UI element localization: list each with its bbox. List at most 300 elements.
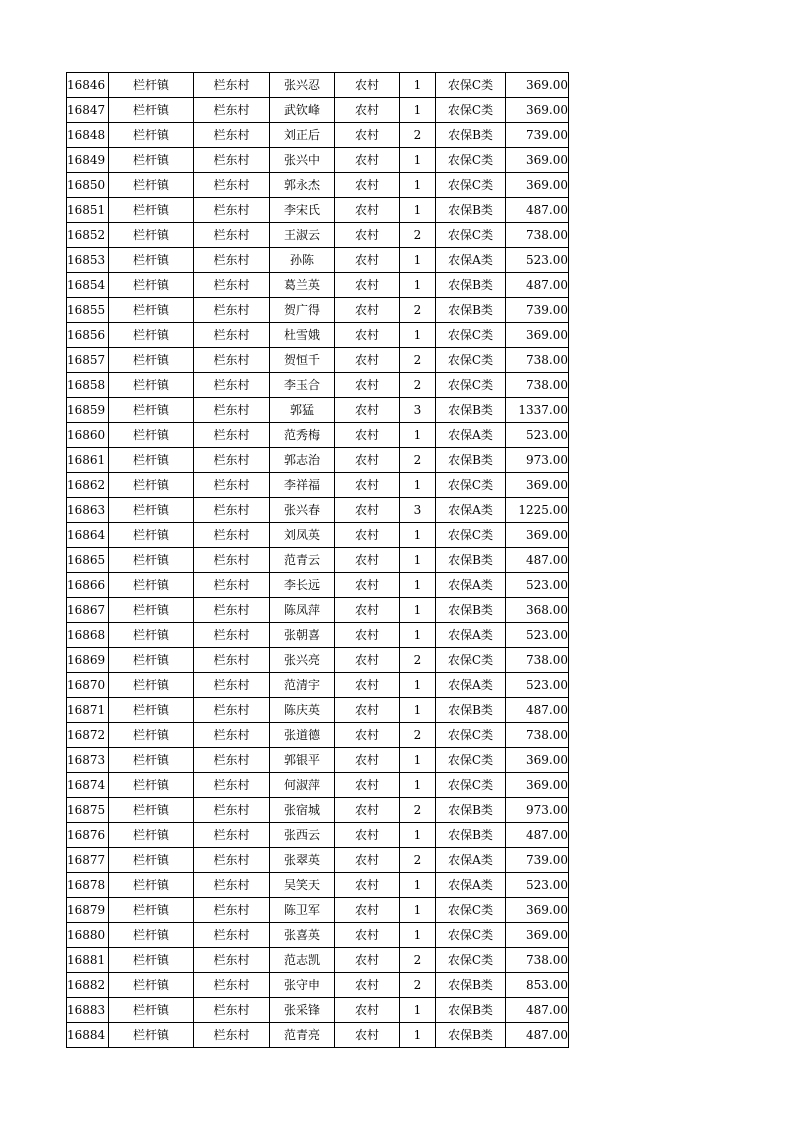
town-cell: 栏杆镇 — [109, 123, 194, 148]
type-cell: 农村 — [335, 748, 400, 773]
type-cell: 农村 — [335, 223, 400, 248]
table-row — [67, 548, 569, 573]
count-cell: 1 — [400, 998, 436, 1023]
id-cell: 16864 — [67, 523, 109, 548]
village-cell: 栏东村 — [194, 423, 270, 448]
count-cell: 1 — [400, 598, 436, 623]
count-cell: 1 — [400, 673, 436, 698]
town-cell: 栏杆镇 — [109, 948, 194, 973]
category-cell: 农保A类 — [436, 423, 506, 448]
category-cell: 农保A类 — [436, 498, 506, 523]
town-cell: 栏杆镇 — [109, 898, 194, 923]
category-cell: 农保C类 — [436, 148, 506, 173]
amount-cell: 739.00 — [506, 123, 569, 148]
count-cell: 1 — [400, 748, 436, 773]
town-cell: 栏杆镇 — [109, 598, 194, 623]
count-cell: 1 — [400, 1023, 436, 1048]
category-cell: 农保C类 — [436, 723, 506, 748]
town-cell: 栏杆镇 — [109, 448, 194, 473]
village-cell: 栏东村 — [194, 273, 270, 298]
type-cell: 农村 — [335, 523, 400, 548]
category-cell: 农保C类 — [436, 748, 506, 773]
name-cell: 范青云 — [270, 548, 335, 573]
count-cell: 1 — [400, 248, 436, 273]
id-cell: 16865 — [67, 548, 109, 573]
type-cell: 农村 — [335, 848, 400, 873]
id-cell: 16880 — [67, 923, 109, 948]
id-cell: 16874 — [67, 773, 109, 798]
village-cell: 栏东村 — [194, 598, 270, 623]
amount-cell: 739.00 — [506, 848, 569, 873]
id-cell: 16877 — [67, 848, 109, 873]
name-cell: 刘凤英 — [270, 523, 335, 548]
town-cell: 栏杆镇 — [109, 773, 194, 798]
table-row — [67, 723, 569, 748]
type-cell: 农村 — [335, 273, 400, 298]
village-cell: 栏东村 — [194, 823, 270, 848]
type-cell: 农村 — [335, 648, 400, 673]
count-cell: 1 — [400, 198, 436, 223]
category-cell: 农保C类 — [436, 173, 506, 198]
count-cell: 1 — [400, 773, 436, 798]
village-cell: 栏东村 — [194, 523, 270, 548]
category-cell: 农保C类 — [436, 98, 506, 123]
town-cell: 栏杆镇 — [109, 848, 194, 873]
table-row — [67, 373, 569, 398]
town-cell: 栏杆镇 — [109, 698, 194, 723]
id-cell: 16852 — [67, 223, 109, 248]
name-cell: 张宿城 — [270, 798, 335, 823]
id-cell: 16875 — [67, 798, 109, 823]
village-cell: 栏东村 — [194, 398, 270, 423]
town-cell: 栏杆镇 — [109, 573, 194, 598]
category-cell: 农保C类 — [436, 373, 506, 398]
count-cell: 1 — [400, 698, 436, 723]
amount-cell: 487.00 — [506, 998, 569, 1023]
type-cell: 农村 — [335, 723, 400, 748]
type-cell: 农村 — [335, 373, 400, 398]
category-cell: 农保B类 — [436, 273, 506, 298]
count-cell: 1 — [400, 523, 436, 548]
table-row — [67, 523, 569, 548]
count-cell: 2 — [400, 223, 436, 248]
id-cell: 16846 — [67, 73, 109, 98]
name-cell: 陈凤萍 — [270, 598, 335, 623]
category-cell: 农保C类 — [436, 898, 506, 923]
id-cell: 16867 — [67, 598, 109, 623]
category-cell: 农保B类 — [436, 823, 506, 848]
count-cell: 1 — [400, 473, 436, 498]
town-cell: 栏杆镇 — [109, 748, 194, 773]
count-cell: 2 — [400, 298, 436, 323]
id-cell: 16863 — [67, 498, 109, 523]
table-row — [67, 248, 569, 273]
village-cell: 栏东村 — [194, 698, 270, 723]
type-cell: 农村 — [335, 673, 400, 698]
category-cell: 农保C类 — [436, 323, 506, 348]
category-cell: 农保A类 — [436, 248, 506, 273]
name-cell: 张翠英 — [270, 848, 335, 873]
count-cell: 2 — [400, 948, 436, 973]
table-row — [67, 798, 569, 823]
id-cell: 16860 — [67, 423, 109, 448]
village-cell: 栏东村 — [194, 948, 270, 973]
town-cell: 栏杆镇 — [109, 998, 194, 1023]
count-cell: 1 — [400, 573, 436, 598]
name-cell: 陈庆英 — [270, 698, 335, 723]
village-cell: 栏东村 — [194, 1023, 270, 1048]
amount-cell: 369.00 — [506, 748, 569, 773]
village-cell: 栏东村 — [194, 148, 270, 173]
amount-cell: 369.00 — [506, 323, 569, 348]
type-cell: 农村 — [335, 123, 400, 148]
table-row — [67, 348, 569, 373]
roster-table — [66, 72, 569, 1048]
category-cell: 农保C类 — [436, 948, 506, 973]
type-cell: 农村 — [335, 448, 400, 473]
id-cell: 16859 — [67, 398, 109, 423]
type-cell: 农村 — [335, 248, 400, 273]
amount-cell: 738.00 — [506, 948, 569, 973]
type-cell: 农村 — [335, 1023, 400, 1048]
name-cell: 张守申 — [270, 973, 335, 998]
amount-cell: 369.00 — [506, 98, 569, 123]
name-cell: 孙陈 — [270, 248, 335, 273]
town-cell: 栏杆镇 — [109, 148, 194, 173]
table-row — [67, 923, 569, 948]
id-cell: 16871 — [67, 698, 109, 723]
count-cell: 2 — [400, 648, 436, 673]
category-cell: 农保C类 — [436, 348, 506, 373]
amount-cell: 738.00 — [506, 648, 569, 673]
category-cell: 农保C类 — [436, 523, 506, 548]
town-cell: 栏杆镇 — [109, 473, 194, 498]
name-cell: 郭猛 — [270, 398, 335, 423]
amount-cell: 1337.00 — [506, 398, 569, 423]
town-cell: 栏杆镇 — [109, 498, 194, 523]
village-cell: 栏东村 — [194, 673, 270, 698]
town-cell: 栏杆镇 — [109, 798, 194, 823]
type-cell: 农村 — [335, 73, 400, 98]
village-cell: 栏东村 — [194, 348, 270, 373]
category-cell: 农保B类 — [436, 123, 506, 148]
table-row — [67, 748, 569, 773]
village-cell: 栏东村 — [194, 848, 270, 873]
name-cell: 范清宇 — [270, 673, 335, 698]
amount-cell: 523.00 — [506, 423, 569, 448]
category-cell: 农保A类 — [436, 848, 506, 873]
town-cell: 栏杆镇 — [109, 273, 194, 298]
town-cell: 栏杆镇 — [109, 423, 194, 448]
amount-cell: 487.00 — [506, 823, 569, 848]
name-cell: 葛兰英 — [270, 273, 335, 298]
type-cell: 农村 — [335, 998, 400, 1023]
category-cell: 农保B类 — [436, 798, 506, 823]
name-cell: 范青亮 — [270, 1023, 335, 1048]
name-cell: 张兴中 — [270, 148, 335, 173]
count-cell: 1 — [400, 423, 436, 448]
amount-cell: 738.00 — [506, 348, 569, 373]
amount-cell: 738.00 — [506, 723, 569, 748]
name-cell: 张朝喜 — [270, 623, 335, 648]
village-cell: 栏东村 — [194, 373, 270, 398]
category-cell: 农保C类 — [436, 73, 506, 98]
town-cell: 栏杆镇 — [109, 673, 194, 698]
table-row — [67, 473, 569, 498]
id-cell: 16849 — [67, 148, 109, 173]
town-cell: 栏杆镇 — [109, 348, 194, 373]
amount-cell: 369.00 — [506, 923, 569, 948]
count-cell: 2 — [400, 798, 436, 823]
village-cell: 栏东村 — [194, 998, 270, 1023]
type-cell: 农村 — [335, 973, 400, 998]
table-row — [67, 73, 569, 98]
name-cell: 贺恒千 — [270, 348, 335, 373]
type-cell: 农村 — [335, 923, 400, 948]
id-cell: 16854 — [67, 273, 109, 298]
name-cell: 李宋氏 — [270, 198, 335, 223]
name-cell: 张道德 — [270, 723, 335, 748]
category-cell: 农保C类 — [436, 648, 506, 673]
type-cell: 农村 — [335, 298, 400, 323]
table-row — [67, 948, 569, 973]
id-cell: 16850 — [67, 173, 109, 198]
type-cell: 农村 — [335, 798, 400, 823]
name-cell: 杜雪娥 — [270, 323, 335, 348]
village-cell: 栏东村 — [194, 498, 270, 523]
category-cell: 农保B类 — [436, 448, 506, 473]
type-cell: 农村 — [335, 198, 400, 223]
amount-cell: 369.00 — [506, 148, 569, 173]
id-cell: 16876 — [67, 823, 109, 848]
town-cell: 栏杆镇 — [109, 248, 194, 273]
type-cell: 农村 — [335, 698, 400, 723]
name-cell: 张兴忍 — [270, 73, 335, 98]
name-cell: 李祥福 — [270, 473, 335, 498]
table-row — [67, 198, 569, 223]
table-row — [67, 998, 569, 1023]
category-cell: 农保B类 — [436, 298, 506, 323]
name-cell: 范志凯 — [270, 948, 335, 973]
category-cell: 农保B类 — [436, 398, 506, 423]
table-row — [67, 623, 569, 648]
type-cell: 农村 — [335, 173, 400, 198]
type-cell: 农村 — [335, 573, 400, 598]
name-cell: 王淑云 — [270, 223, 335, 248]
count-cell: 2 — [400, 848, 436, 873]
name-cell: 贺广得 — [270, 298, 335, 323]
type-cell: 农村 — [335, 498, 400, 523]
id-cell: 16881 — [67, 948, 109, 973]
amount-cell: 523.00 — [506, 248, 569, 273]
name-cell: 张兴春 — [270, 498, 335, 523]
type-cell: 农村 — [335, 148, 400, 173]
roster-body — [67, 73, 569, 1048]
town-cell: 栏杆镇 — [109, 723, 194, 748]
count-cell: 2 — [400, 973, 436, 998]
table-row — [67, 1023, 569, 1048]
category-cell: 农保B类 — [436, 1023, 506, 1048]
name-cell: 刘正后 — [270, 123, 335, 148]
category-cell: 农保C类 — [436, 223, 506, 248]
amount-cell: 973.00 — [506, 448, 569, 473]
town-cell: 栏杆镇 — [109, 323, 194, 348]
town-cell: 栏杆镇 — [109, 973, 194, 998]
table-row — [67, 573, 569, 598]
count-cell: 1 — [400, 98, 436, 123]
town-cell: 栏杆镇 — [109, 648, 194, 673]
amount-cell: 1225.00 — [506, 498, 569, 523]
count-cell: 1 — [400, 73, 436, 98]
type-cell: 农村 — [335, 548, 400, 573]
id-cell: 16883 — [67, 998, 109, 1023]
amount-cell: 369.00 — [506, 173, 569, 198]
table-row — [67, 848, 569, 873]
id-cell: 16872 — [67, 723, 109, 748]
village-cell: 栏东村 — [194, 773, 270, 798]
town-cell: 栏杆镇 — [109, 223, 194, 248]
name-cell: 李玉合 — [270, 373, 335, 398]
id-cell: 16858 — [67, 373, 109, 398]
village-cell: 栏东村 — [194, 898, 270, 923]
town-cell: 栏杆镇 — [109, 373, 194, 398]
amount-cell: 369.00 — [506, 523, 569, 548]
category-cell: 农保B类 — [436, 998, 506, 1023]
category-cell: 农保A类 — [436, 873, 506, 898]
table-row — [67, 423, 569, 448]
type-cell: 农村 — [335, 98, 400, 123]
name-cell: 张兴亮 — [270, 648, 335, 673]
count-cell: 1 — [400, 923, 436, 948]
count-cell: 1 — [400, 323, 436, 348]
name-cell: 郭银平 — [270, 748, 335, 773]
amount-cell: 738.00 — [506, 223, 569, 248]
town-cell: 栏杆镇 — [109, 173, 194, 198]
village-cell: 栏东村 — [194, 973, 270, 998]
town-cell: 栏杆镇 — [109, 873, 194, 898]
amount-cell: 523.00 — [506, 573, 569, 598]
id-cell: 16856 — [67, 323, 109, 348]
table-row — [67, 873, 569, 898]
village-cell: 栏东村 — [194, 548, 270, 573]
amount-cell: 368.00 — [506, 598, 569, 623]
village-cell: 栏东村 — [194, 173, 270, 198]
type-cell: 农村 — [335, 823, 400, 848]
village-cell: 栏东村 — [194, 623, 270, 648]
table-row — [67, 773, 569, 798]
count-cell: 3 — [400, 398, 436, 423]
type-cell: 农村 — [335, 773, 400, 798]
town-cell: 栏杆镇 — [109, 548, 194, 573]
id-cell: 16861 — [67, 448, 109, 473]
category-cell: 农保B类 — [436, 698, 506, 723]
type-cell: 农村 — [335, 398, 400, 423]
amount-cell: 369.00 — [506, 73, 569, 98]
id-cell: 16851 — [67, 198, 109, 223]
type-cell: 农村 — [335, 348, 400, 373]
table-row — [67, 648, 569, 673]
type-cell: 农村 — [335, 948, 400, 973]
town-cell: 栏杆镇 — [109, 73, 194, 98]
village-cell: 栏东村 — [194, 473, 270, 498]
amount-cell: 369.00 — [506, 898, 569, 923]
id-cell: 16868 — [67, 623, 109, 648]
count-cell: 2 — [400, 723, 436, 748]
type-cell: 农村 — [335, 323, 400, 348]
table-row — [67, 898, 569, 923]
count-cell: 1 — [400, 548, 436, 573]
id-cell: 16857 — [67, 348, 109, 373]
amount-cell: 369.00 — [506, 473, 569, 498]
village-cell: 栏东村 — [194, 98, 270, 123]
id-cell: 16847 — [67, 98, 109, 123]
table-row — [67, 223, 569, 248]
category-cell: 农保B类 — [436, 598, 506, 623]
amount-cell: 487.00 — [506, 1023, 569, 1048]
amount-cell: 739.00 — [506, 298, 569, 323]
town-cell: 栏杆镇 — [109, 1023, 194, 1048]
amount-cell: 853.00 — [506, 973, 569, 998]
table-row — [67, 323, 569, 348]
table-row — [67, 823, 569, 848]
category-cell: 农保A类 — [436, 623, 506, 648]
id-cell: 16879 — [67, 898, 109, 923]
village-cell: 栏东村 — [194, 223, 270, 248]
id-cell: 16873 — [67, 748, 109, 773]
table-row — [67, 298, 569, 323]
table-row — [67, 273, 569, 298]
count-cell: 2 — [400, 123, 436, 148]
town-cell: 栏杆镇 — [109, 398, 194, 423]
category-cell: 农保C类 — [436, 473, 506, 498]
id-cell: 16870 — [67, 673, 109, 698]
table-row — [67, 698, 569, 723]
category-cell: 农保B类 — [436, 548, 506, 573]
id-cell: 16848 — [67, 123, 109, 148]
count-cell: 3 — [400, 498, 436, 523]
town-cell: 栏杆镇 — [109, 923, 194, 948]
count-cell: 2 — [400, 348, 436, 373]
id-cell: 16884 — [67, 1023, 109, 1048]
village-cell: 栏东村 — [194, 798, 270, 823]
category-cell: 农保C类 — [436, 773, 506, 798]
amount-cell: 523.00 — [506, 873, 569, 898]
village-cell: 栏东村 — [194, 648, 270, 673]
type-cell: 农村 — [335, 473, 400, 498]
name-cell: 陈卫军 — [270, 898, 335, 923]
amount-cell: 487.00 — [506, 698, 569, 723]
name-cell: 张西云 — [270, 823, 335, 848]
amount-cell: 369.00 — [506, 773, 569, 798]
name-cell: 郭志治 — [270, 448, 335, 473]
type-cell: 农村 — [335, 898, 400, 923]
id-cell: 16878 — [67, 873, 109, 898]
village-cell: 栏东村 — [194, 123, 270, 148]
village-cell: 栏东村 — [194, 723, 270, 748]
village-cell: 栏东村 — [194, 448, 270, 473]
count-cell: 1 — [400, 148, 436, 173]
village-cell: 栏东村 — [194, 923, 270, 948]
town-cell: 栏杆镇 — [109, 98, 194, 123]
amount-cell: 487.00 — [506, 548, 569, 573]
type-cell: 农村 — [335, 423, 400, 448]
id-cell: 16855 — [67, 298, 109, 323]
table-row — [67, 498, 569, 523]
count-cell: 1 — [400, 823, 436, 848]
count-cell: 1 — [400, 873, 436, 898]
amount-cell: 523.00 — [506, 623, 569, 648]
id-cell: 16853 — [67, 248, 109, 273]
